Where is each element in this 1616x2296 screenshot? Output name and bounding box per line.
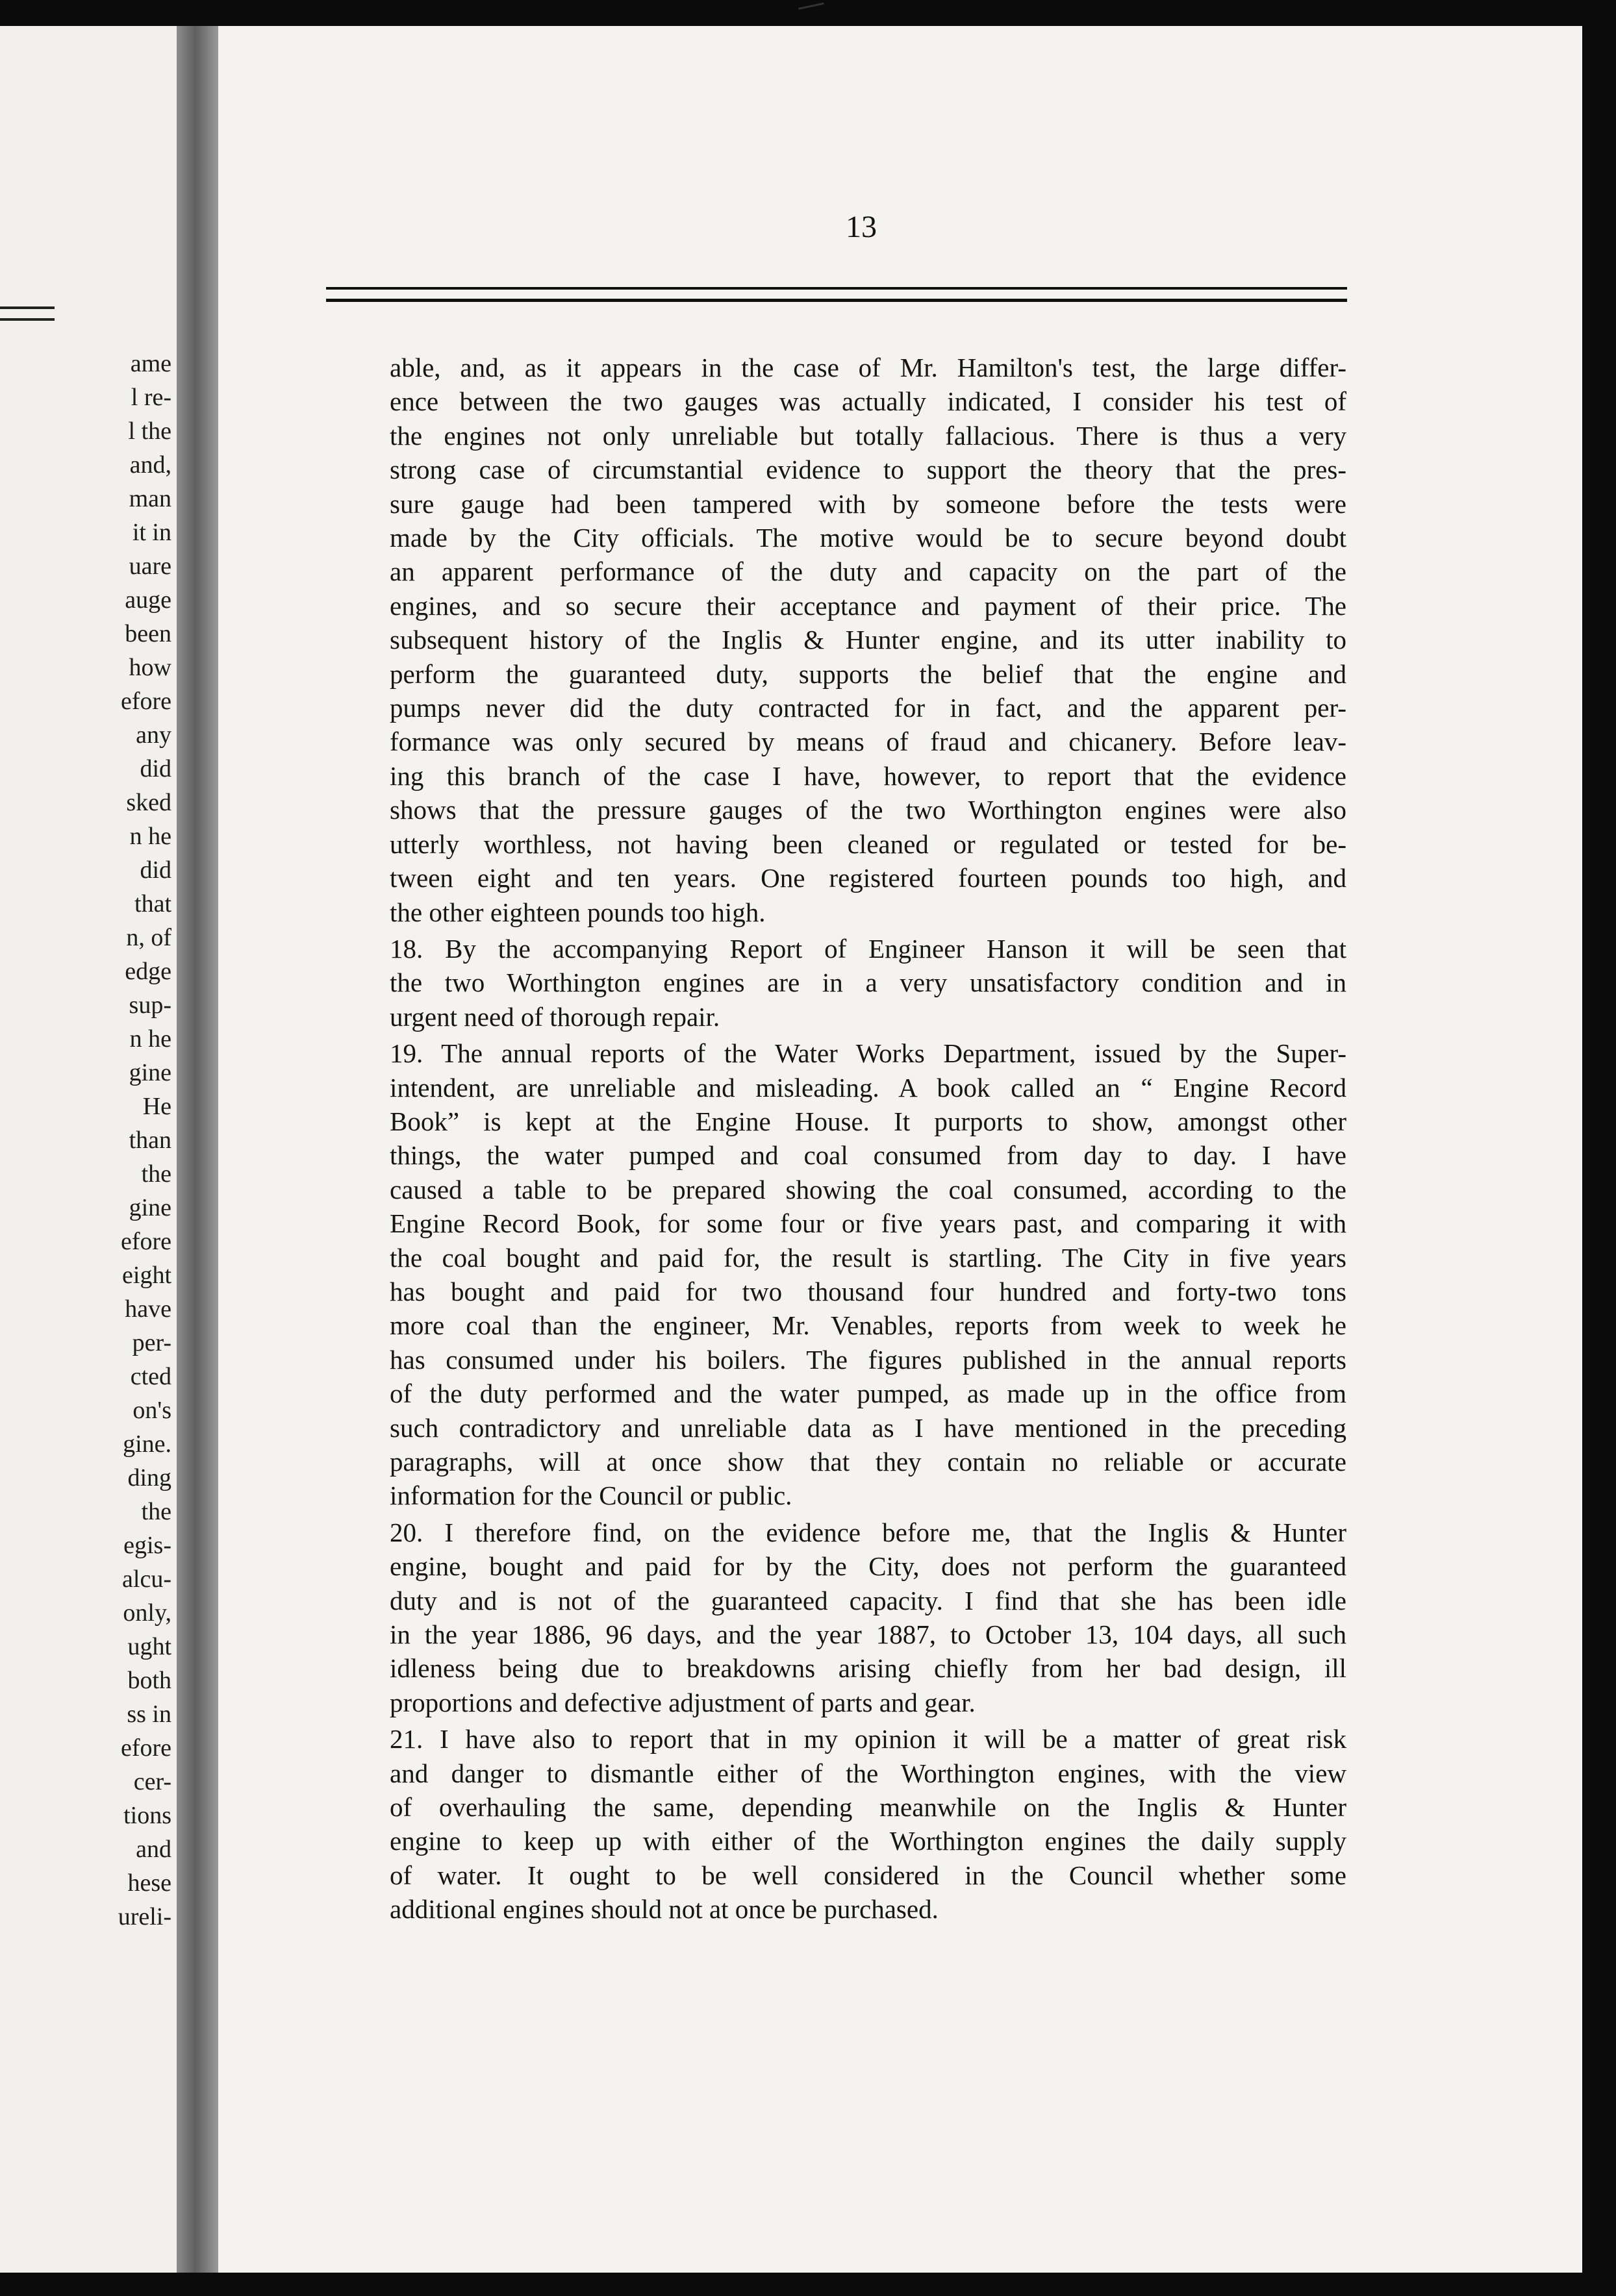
body-text: [390, 351, 1346, 1927]
text-line: pumps never did the duty contracted for in fact, and the apparent per-: [390, 693, 1346, 723]
text-line: subsequent history of the Inglis & Hunter engine, and its utter inability to: [390, 625, 1346, 655]
previous-page-line: per-: [132, 1329, 171, 1356]
previous-page-line: sup-: [129, 992, 171, 1019]
text-line: engine, bought and paid for by the City, does not perform the guaranteed: [390, 1551, 1346, 1582]
previous-page-line: eight: [122, 1262, 171, 1289]
previous-page-line: efore: [120, 688, 171, 715]
text-line: things, the water pumped and coal consumed from day to day. I have: [390, 1140, 1346, 1171]
text-line: additional engines should not at once be purchased.: [390, 1894, 939, 1925]
text-line: the coal bought and paid for, the result is startling. The City in five years: [390, 1242, 1346, 1273]
previous-page-line: that: [134, 890, 171, 917]
previous-page-strip: [0, 26, 177, 2273]
text-line: paragraphs, will at once show that they contain no reliable or accurate: [390, 1447, 1346, 1477]
text-line: the two Worthington engines are in a very unsatisfactory condition and in: [390, 967, 1346, 998]
text-line: sure gauge had been tampered with by someone before the tests were: [390, 488, 1346, 519]
text-line: the engines not only unreliable but totally fallacious. There is thus a very: [390, 420, 1346, 451]
text-line: proportions and defective adjustment of parts and gear.: [390, 1687, 976, 1717]
previous-page-line: gine: [129, 1059, 171, 1086]
text-line: ence between the two gauges was actually indicated, I consider his test of: [390, 386, 1346, 417]
text-line: and danger to dismantle either of the Worthington engines, with the view: [390, 1758, 1346, 1788]
text-line: made by the City officials. The motive would be to secure beyond doubt: [390, 523, 1346, 553]
text-line: caused a table to be prepared showing the coal consumed, according to the: [390, 1174, 1346, 1204]
text-line: 20. I therefore find, on the evidence before me, that the Inglis & Hunter: [390, 1517, 1346, 1547]
previous-page-line: how: [129, 654, 171, 681]
page-number: 13: [846, 210, 877, 244]
previous-page-line: the: [141, 1498, 171, 1525]
previous-page-line: tions: [123, 1802, 171, 1829]
previous-page-line: ught: [127, 1633, 171, 1660]
previous-page-line: than: [129, 1127, 171, 1154]
previous-page-line: efore: [120, 1734, 171, 1762]
text-line: engines, and so secure their acceptance and payment of their price. The: [390, 590, 1346, 621]
previous-page-line: n he: [129, 1025, 171, 1053]
previous-page-line: cted: [130, 1363, 171, 1390]
previous-page-line: uare: [129, 553, 171, 580]
binding-gutter: [177, 26, 218, 2273]
text-line: able, and, as it appears in the case of Mr. Hamilton's test, the large differ-: [390, 353, 1346, 382]
text-line: 18. By the accompanying Report of Engineer Hanson it will be seen that: [390, 933, 1346, 964]
previous-page-line: ame: [130, 350, 171, 377]
previous-page-rule: [0, 306, 55, 321]
text-line: perform the guaranteed duty, supports the belief that the engine and: [390, 658, 1346, 689]
text-line: of overhauling the same, depending meanwhile on the Inglis & Hunter: [390, 1792, 1346, 1823]
text-line: has bought and paid for two thousand four hundred and forty-two tons: [390, 1276, 1346, 1306]
previous-page-line: gine.: [123, 1430, 171, 1458]
text-line: urgent need of thorough repair.: [390, 1001, 720, 1032]
previous-page-line: hese: [127, 1869, 171, 1897]
previous-page-line: cer-: [133, 1768, 171, 1795]
previous-page-line: n, of: [126, 924, 171, 951]
text-line: intendent, are unreliable and misleading. A book called an “ Engine Record: [390, 1072, 1346, 1103]
previous-page-line: did: [140, 856, 171, 884]
previous-page-line: man: [129, 485, 171, 512]
text-line: more coal than the engineer, Mr. Venables, reports from week to week he: [390, 1310, 1346, 1341]
previous-page-line: edge: [125, 958, 171, 985]
text-line: information for the Council or public.: [390, 1480, 792, 1511]
text-line: the other eighteen pounds too high.: [390, 897, 766, 927]
previous-page-line: both: [127, 1667, 171, 1694]
previous-page-line: l re-: [131, 384, 171, 411]
text-line: idleness being due to breakdowns arising chiefly from her bad design, ill: [390, 1653, 1346, 1684]
previous-page-line: ss in: [127, 1701, 171, 1728]
scan-mark: [797, 0, 824, 10]
previous-page-line: only,: [123, 1599, 171, 1627]
text-line: of water. It ought to be well considered in the Council whether some: [390, 1860, 1346, 1890]
previous-page-line: efore: [120, 1228, 171, 1255]
previous-page-line: the: [141, 1160, 171, 1188]
text-line: shows that the pressure gauges of the two Worthington engines were also: [390, 795, 1346, 825]
previous-page-line: sked: [126, 789, 171, 816]
previous-page-line: did: [140, 755, 171, 782]
previous-page-line: l the: [128, 418, 171, 445]
previous-page-line: any: [136, 721, 171, 749]
text-line: in the year 1886, 96 days, and the year 1887, to October 13, 104 days, all such: [390, 1619, 1346, 1650]
previous-page-line: been: [125, 620, 171, 647]
text-line: duty and is not of the guaranteed capacity. I find that she has been idle: [390, 1585, 1346, 1616]
previous-page-line: have: [125, 1295, 171, 1323]
text-line: Book” is kept at the Engine House. It purports to show, amongst other: [390, 1106, 1346, 1136]
previous-page-line: n he: [129, 823, 171, 850]
text-line: strong case of circumstantial evidence to support the theory that the pres-: [390, 455, 1346, 485]
text-line: has consumed under his boilers. The figures published in the annual reports: [390, 1344, 1346, 1375]
text-line: tween eight and ten years. One registered fourteen pounds too high, and: [390, 863, 1346, 893]
previous-page-line: and: [136, 1836, 171, 1863]
previous-page-line: ding: [127, 1464, 171, 1491]
previous-page-line: He: [142, 1093, 171, 1120]
text-line: utterly worthless, not having been cleaned or regulated or tested for be-: [390, 829, 1346, 859]
previous-page-line: it in: [132, 519, 171, 546]
previous-page-line: egis-: [123, 1532, 171, 1559]
text-line: formance was only secured by means of fraud and chicanery. Before leav-: [390, 727, 1346, 757]
page: [218, 26, 1582, 2273]
text-line: Engine Record Book, for some four or five years past, and comparing it with: [390, 1208, 1346, 1239]
header-rule: [326, 287, 1347, 302]
text-line: 19. The annual reports of the Water Works Department, issued by the Super-: [390, 1038, 1346, 1069]
text-line: such contradictory and unreliable data as I have mentioned in the preceding: [390, 1412, 1346, 1443]
previous-page-line: gine: [129, 1194, 171, 1221]
text-line: engine to keep up with either of the Worthington engines the daily supply: [390, 1826, 1346, 1856]
previous-page-line: auge: [125, 586, 171, 614]
previous-page-line: on's: [133, 1397, 171, 1424]
previous-page-line: and,: [129, 451, 171, 479]
text-line: 21. I have also to report that in my opinion it will be a matter of great risk: [390, 1724, 1346, 1754]
text-line: an apparent performance of the duty and capacity on the part of the: [390, 556, 1346, 587]
previous-page-line: ureli-: [118, 1903, 171, 1930]
text-line: ing this branch of the case I have, however, to report that the evidence: [390, 760, 1346, 791]
text-line: of the duty performed and the water pumped, as made up in the office from: [390, 1379, 1346, 1409]
previous-page-line: alcu-: [122, 1566, 171, 1593]
